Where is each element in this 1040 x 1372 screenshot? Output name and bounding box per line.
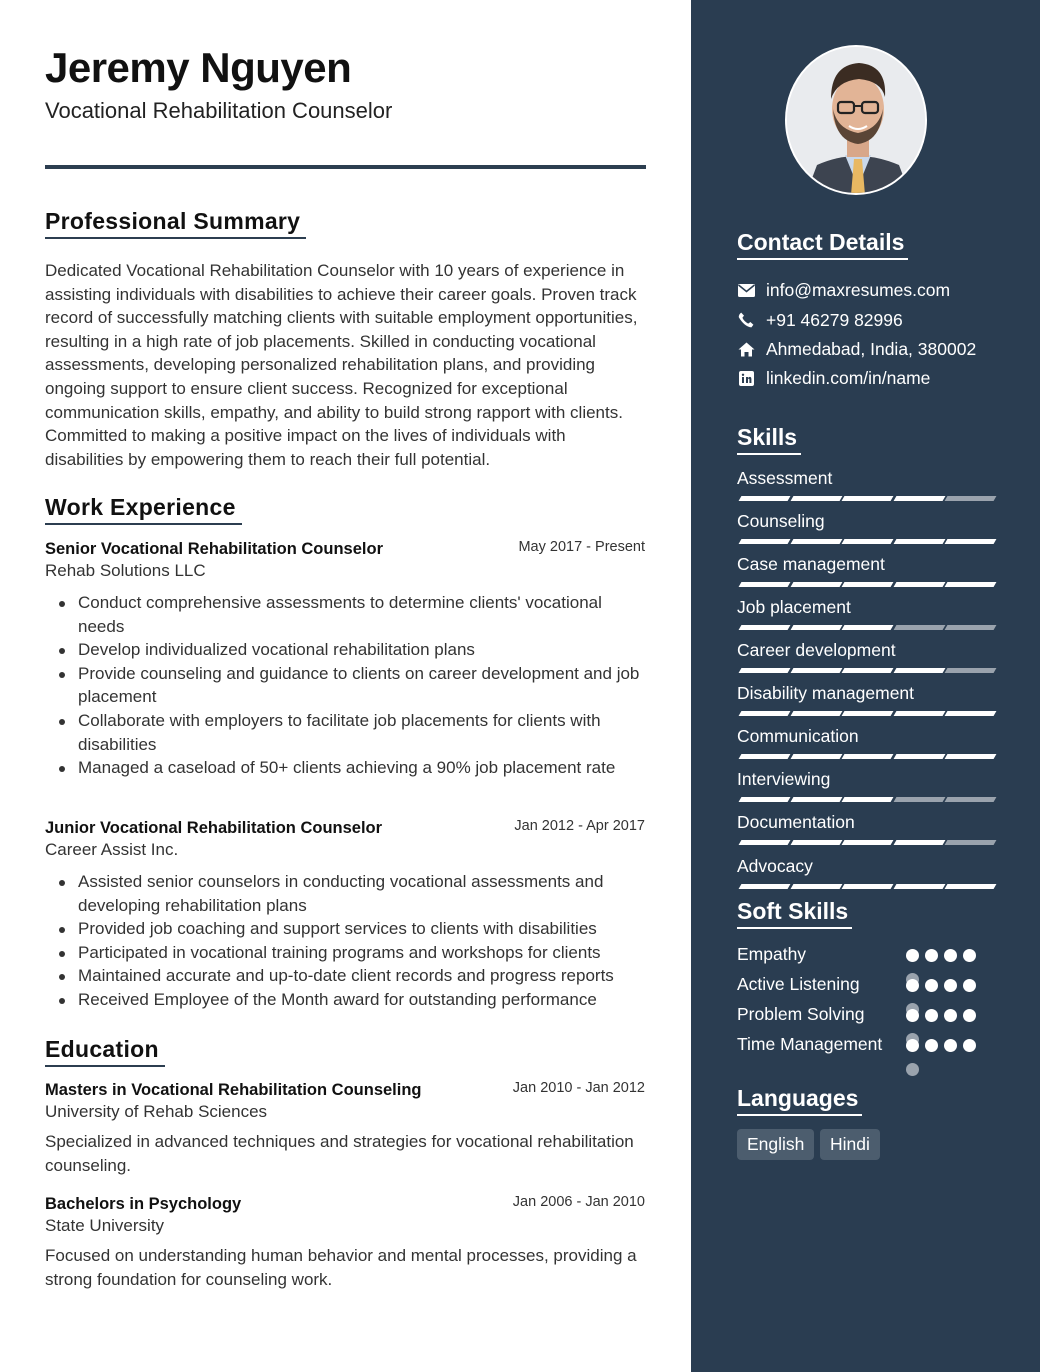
language-chip-hindi: Hindi (820, 1129, 880, 1160)
profile-photo (785, 45, 927, 195)
skill-item (737, 511, 993, 532)
education-description: Specialized in advanced techniques and strategies for vocational rehabilitation counseling. (45, 1132, 634, 1175)
rating-segment-filled (790, 884, 842, 889)
rating-segment-filled (790, 625, 842, 630)
rating-dot-filled (906, 1009, 919, 1022)
rating-dot-filled (925, 1039, 938, 1052)
education-entry (45, 1195, 645, 1291)
skill-name: Disability management (737, 683, 915, 703)
phone-icon (737, 311, 755, 329)
rating-segment-filled (790, 539, 842, 544)
rating-segment-filled (945, 539, 997, 544)
rating-dot-filled (925, 949, 938, 962)
skill-item (737, 812, 993, 833)
candidate-name: Jeremy Nguyen (45, 44, 352, 91)
rating-segment-filled (790, 797, 842, 802)
rating-segment-filled (893, 840, 945, 845)
skill-name: Job placement (737, 597, 851, 617)
soft-skill-name: Active Listening (737, 974, 860, 994)
soft-skill-name: Empathy (737, 944, 807, 964)
rating-segment-filled (893, 754, 945, 759)
skill-name: Assessment (737, 468, 833, 488)
skill-name: Interviewing (737, 769, 831, 789)
contact-address (737, 337, 976, 361)
skill-rating-bar (737, 496, 993, 501)
rating-dot-filled (906, 1039, 919, 1052)
contact-heading: Contact Details (737, 229, 908, 260)
job-bullets (45, 870, 645, 1012)
skill-rating-bar (737, 625, 993, 630)
soft-skill-name: Problem Solving (737, 1004, 865, 1024)
job-company: Rehab Solutions LLC (45, 561, 206, 580)
skill-item (737, 554, 993, 575)
language-chip-english: English (737, 1129, 814, 1160)
rating-segment-filled (945, 582, 997, 587)
skill-rating-bar (737, 582, 993, 587)
rating-segment-filled (842, 797, 894, 802)
skill-item (737, 769, 993, 790)
rating-segment-filled (945, 711, 997, 716)
rating-segment-filled (842, 625, 894, 630)
list-item: Develop individualized vocational rehabilitation plans (45, 638, 645, 662)
rating-segment-filled (842, 884, 894, 889)
skill-item (737, 468, 993, 489)
education-heading: Education (45, 1036, 165, 1067)
rating-segment-filled (842, 496, 894, 501)
skill-name: Advocacy (737, 856, 813, 876)
rating-segment-filled (739, 496, 791, 501)
rating-segment-filled (893, 539, 945, 544)
rating-segment-filled (893, 711, 945, 716)
skill-item (737, 640, 993, 661)
skill-item (737, 597, 993, 618)
sidebar (691, 0, 1040, 1372)
rating-segment-filled (739, 582, 791, 587)
soft-skills-heading: Soft Skills (737, 898, 852, 929)
skill-rating-bar (737, 884, 993, 889)
education-entry (45, 1081, 645, 1177)
skill-name: Communication (737, 726, 859, 746)
summary-heading: Professional Summary (45, 208, 306, 239)
soft-skill-item (737, 942, 987, 966)
skill-rating-bar (737, 797, 993, 802)
skill-item (737, 726, 993, 747)
skill-item (737, 683, 993, 704)
job-dates: Jan 2012 - Apr 2017 (514, 818, 645, 834)
envelope-icon (737, 281, 755, 299)
rating-dot-filled (944, 979, 957, 992)
rating-segment-filled (790, 496, 842, 501)
education-description: Focused on understanding human behavior and mental processes, providing a strong foundation for counseling work. (45, 1246, 637, 1289)
rating-segment-filled (739, 797, 791, 802)
rating-segment-empty (945, 668, 997, 673)
rating-dot-empty (906, 1063, 919, 1076)
linkedin-icon (737, 369, 755, 387)
rating-segment-empty (945, 625, 997, 630)
rating-segment-filled (945, 754, 997, 759)
rating-segment-filled (739, 884, 791, 889)
home-icon (737, 340, 755, 358)
rating-segment-filled (790, 754, 842, 759)
rating-dot-filled (963, 1009, 976, 1022)
rating-dot-filled (944, 949, 957, 962)
list-item: Received Employee of the Month award for outstanding performance (45, 988, 645, 1012)
list-item: Collaborate with employers to facilitate job placements for clients with disabilities (45, 709, 645, 756)
soft-skill-item (737, 1002, 987, 1026)
languages-heading: Languages (737, 1085, 862, 1116)
rating-segment-filled (842, 711, 894, 716)
rating-segment-filled (893, 582, 945, 587)
job-role: Junior Vocational Rehabilitation Counselor (45, 819, 383, 837)
contact-linkedin[interactable] (737, 366, 930, 390)
soft-skill-name: Time Management (737, 1034, 883, 1054)
degree-title: Masters in Vocational Rehabilitation Counseling (45, 1081, 422, 1099)
skill-rating-bar (737, 711, 993, 716)
job-bullets (45, 591, 645, 780)
rating-segment-filled (790, 582, 842, 587)
rating-segment-empty (945, 840, 997, 845)
rating-dot-filled (906, 949, 919, 962)
school-name: State University (45, 1216, 165, 1235)
skill-name: Case management (737, 554, 885, 574)
rating-dot-filled (963, 949, 976, 962)
rating-segment-filled (893, 884, 945, 889)
rating-dot-filled (925, 979, 938, 992)
rating-segment-empty (893, 797, 945, 802)
rating-segment-filled (739, 625, 791, 630)
list-item: Maintained accurate and up-to-date client records and progress reports (45, 964, 645, 988)
header-divider (45, 165, 646, 169)
list-item: Assisted senior counselors in conducting vocational assessments and developing rehabilitation plans (45, 870, 645, 917)
job-entry (45, 540, 645, 780)
rating-segment-filled (790, 840, 842, 845)
rating-segment-filled (842, 668, 894, 673)
rating-segment-filled (842, 582, 894, 587)
rating-segment-filled (842, 754, 894, 759)
rating-segment-empty (945, 496, 997, 501)
soft-skill-item (737, 1032, 987, 1056)
soft-skill-item (737, 972, 987, 996)
candidate-title: Vocational Rehabilitation Counselor (45, 98, 393, 123)
rating-segment-filled (893, 668, 945, 673)
list-item: Managed a caseload of 50+ clients achieving a 90% job placement rate (45, 756, 645, 780)
avatar (787, 47, 927, 195)
skill-rating-bar (737, 754, 993, 759)
rating-dot-filled (944, 1039, 957, 1052)
skill-name: Documentation (737, 812, 855, 832)
job-dates: May 2017 - Present (518, 539, 645, 555)
phone-text: +91 46279 82996 (766, 309, 903, 330)
rating-segment-empty (945, 797, 997, 802)
skill-name: Counseling (737, 511, 825, 531)
education-dates: Jan 2006 - Jan 2010 (512, 1194, 645, 1210)
contact-email[interactable] (737, 278, 950, 302)
skills-heading: Skills (737, 424, 801, 455)
list-item: Participated in vocational training programs and workshops for clients (45, 941, 645, 965)
skill-rating-bar (737, 539, 993, 544)
rating-dot-filled (963, 979, 976, 992)
rating-segment-empty (893, 625, 945, 630)
skill-item (737, 856, 993, 877)
rating-segment-filled (945, 884, 997, 889)
job-entry (45, 819, 645, 1012)
education-dates: Jan 2010 - Jan 2012 (512, 1080, 645, 1096)
experience-heading: Work Experience (45, 494, 242, 525)
summary-text: Dedicated Vocational Rehabilitation Counselor with 10 years of experience in assisting individuals with disabilities to achieve their career goals. Proven track record of successfully matching clients with suitable employment opportunities, resulting in a high rate of job placements. Skilled in conducting vocational assessments, developing personalized rehabilitation plans, and providing ongoing support to ensure client success. Recognized for exceptional communication skills, empathy, and ability to build strong rapport with clients. Committed to making a positive impact on the lives of individuals with disabilities by empowering them to reach their full potential. (45, 261, 638, 469)
rating-segment-filled (739, 668, 791, 673)
skill-rating-bar (737, 840, 993, 845)
skill-name: Career development (737, 640, 896, 660)
skill-rating-bar (737, 668, 993, 673)
address-text: Ahmedabad, India, 380002 (766, 338, 977, 359)
rating-dot-filled (906, 979, 919, 992)
school-name: University of Rehab Sciences (45, 1102, 268, 1121)
rating-segment-filled (842, 539, 894, 544)
rating-dot-filled (925, 1009, 938, 1022)
rating-segment-filled (842, 840, 894, 845)
rating-segment-filled (893, 496, 945, 501)
list-item: Provide counseling and guidance to clients on career development and job placement (45, 662, 645, 709)
job-role: Senior Vocational Rehabilitation Counselor (45, 540, 383, 558)
rating-segment-filled (739, 754, 791, 759)
job-company: Career Assist Inc. (45, 840, 179, 859)
email-text: info@maxresumes.com (766, 279, 951, 300)
rating-dot-filled (963, 1039, 976, 1052)
degree-title: Bachelors in Psychology (45, 1195, 242, 1213)
rating-dot-filled (944, 1009, 957, 1022)
contact-phone[interactable] (737, 308, 903, 332)
linkedin-text: linkedin.com/in/name (766, 367, 931, 388)
rating-segment-filled (739, 539, 791, 544)
list-item: Conduct comprehensive assessments to determine clients' vocational needs (45, 591, 645, 638)
rating-segment-filled (790, 668, 842, 673)
rating-segment-filled (739, 711, 791, 716)
rating-segment-filled (739, 840, 791, 845)
rating-segment-filled (790, 711, 842, 716)
list-item: Provided job coaching and support services to clients with disabilities (45, 917, 645, 941)
